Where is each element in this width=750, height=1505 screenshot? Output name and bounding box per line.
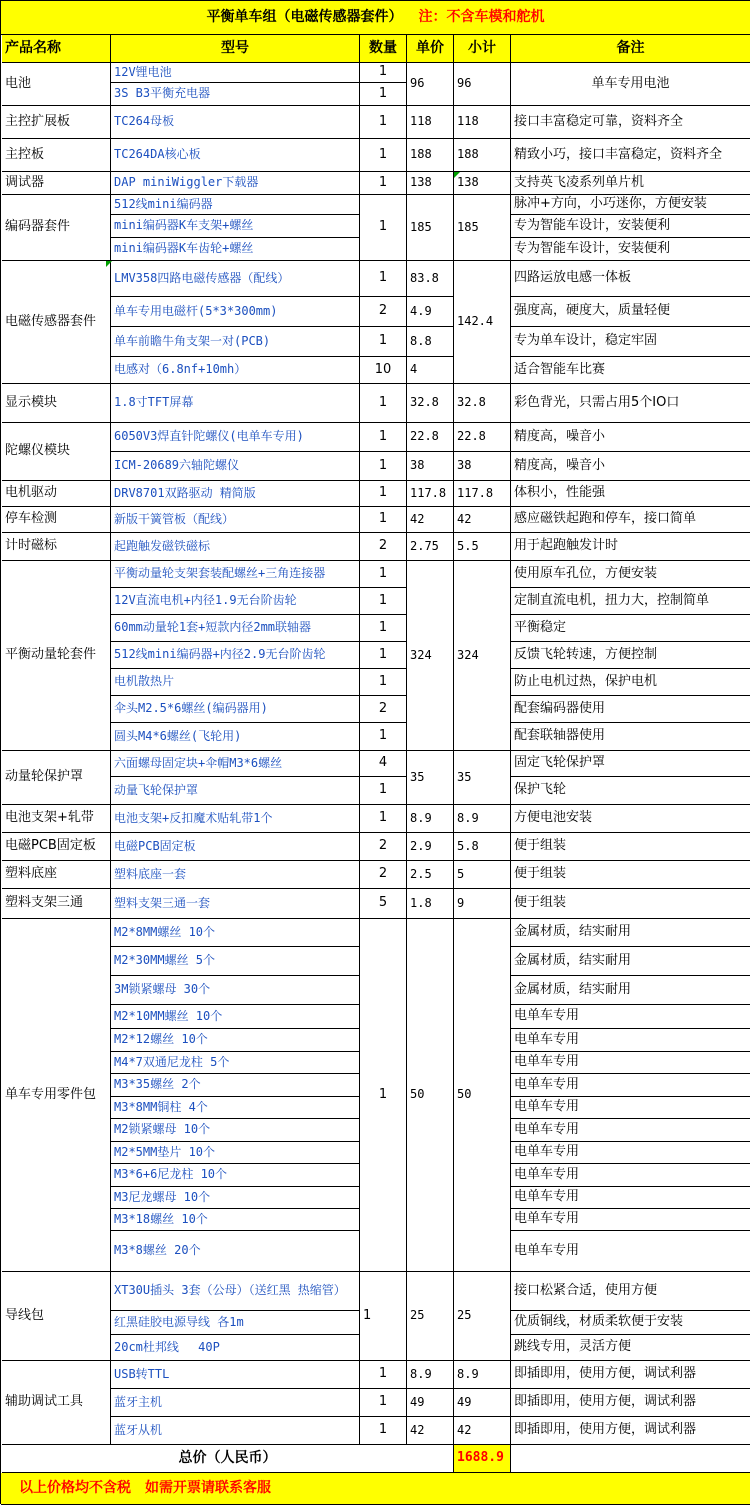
cell-subtotal: 25: [454, 1272, 511, 1361]
cell-qty: 1: [360, 63, 407, 83]
cell-remark: 单车专用电池: [511, 63, 750, 106]
model-link[interactable]: 动量飞轮保护罩: [111, 777, 360, 805]
product-name: 停车检测: [2, 507, 111, 533]
title-bar: [1, 1, 750, 35]
cell-remark: 使用原车孔位，方便安装: [511, 561, 750, 588]
cell-subtotal: 32.8: [454, 384, 511, 423]
cell-qty: 1: [360, 615, 407, 642]
product-name: 显示模块: [2, 384, 111, 423]
product-name: 单车专用零件包: [2, 919, 111, 1272]
cell-remark: 精度高，噪音小: [511, 423, 750, 452]
product-name: 动量轮保护罩: [2, 751, 111, 805]
model-link[interactable]: mini编码器K车齿轮+螺丝: [111, 238, 360, 261]
model-link[interactable]: 蓝牙主机: [111, 1389, 360, 1417]
cell-remark: 即插即用，使用方便，调试利器: [511, 1389, 750, 1417]
product-name: 调试器: [2, 172, 111, 195]
model-link[interactable]: 塑料支架三通一套: [111, 889, 360, 919]
cell-qty: 1: [360, 1272, 407, 1361]
model-link[interactable]: 512线mini编码器+内径2.9无台阶齿轮: [111, 642, 360, 669]
total-remark: [511, 1445, 750, 1473]
cell-price: 22.8: [407, 423, 454, 452]
cell-price: 96: [407, 63, 454, 106]
model-link[interactable]: 12V直流电机+内径1.9无台阶齿轮: [111, 588, 360, 615]
cell-remark: 固定飞轮保护罩: [511, 751, 750, 777]
model-link[interactable]: 起跑触发磁铁磁标: [111, 533, 360, 561]
cell-subtotal: 96: [454, 63, 511, 106]
cell-qty: 1: [360, 805, 407, 833]
cell-qty: 1: [360, 777, 407, 805]
cell-qty: 1: [360, 588, 407, 615]
cell-price: 32.8: [407, 384, 454, 423]
model-link[interactable]: TC264DA核心板: [111, 139, 360, 172]
cell-remark: 电单车专用: [511, 1231, 750, 1272]
cell-remark: 专为智能车设计，安装便利: [511, 215, 750, 238]
cell-price: 42: [407, 1417, 454, 1445]
cell-remark: 适合智能车比赛: [511, 357, 750, 384]
total-value: 1688.9: [454, 1445, 511, 1473]
cell-subtotal: 8.9: [454, 1361, 511, 1389]
cell-remark: 接口丰富稳定可靠，资料齐全: [511, 106, 750, 139]
cell-qty: 1: [360, 327, 407, 357]
model-link[interactable]: 电感对（6.8nf+10mh）: [111, 357, 360, 384]
cell-qty: 1: [360, 172, 407, 195]
model-link[interactable]: M4*7双通尼龙柱 5个: [111, 1052, 360, 1074]
model-link[interactable]: 红黑硅胶电源导线 各1m: [111, 1311, 360, 1335]
product-name: 塑料底座: [2, 861, 111, 889]
product-name: 电池: [2, 63, 111, 106]
cell-remark: 金属材质，结实耐用: [511, 947, 750, 976]
cell-price: 50: [407, 919, 454, 1272]
cell-price: 42: [407, 507, 454, 533]
cell-remark: 电单车专用: [511, 1164, 750, 1187]
cell-remark: 四路运放电感一体板: [511, 261, 750, 297]
cell-subtotal: 5: [454, 861, 511, 889]
model-link[interactable]: 512线mini编码器: [111, 195, 360, 215]
cell-remark: 精度高，噪音小: [511, 452, 750, 481]
cell-remark: 即插即用，使用方便，调试利器: [511, 1361, 750, 1389]
cell-subtotal: 42: [454, 1417, 511, 1445]
model-link[interactable]: 电磁PCB固定板: [111, 833, 360, 861]
cell-remark: 强度高，硬度大，质量轻便: [511, 297, 750, 327]
model-link[interactable]: TC264母板: [111, 106, 360, 139]
product-name: 主控扩展板: [2, 106, 111, 139]
cell-qty: 1: [360, 669, 407, 696]
comment-marker-icon: [454, 172, 460, 178]
column-header-qty: 数量: [360, 35, 407, 63]
model-link[interactable]: 6050V3焊直针陀螺仪(电单车专用): [111, 423, 360, 452]
product-name: 陀螺仪模块: [2, 423, 111, 481]
cell-qty: 1: [360, 83, 407, 106]
cell-remark: 便于组装: [511, 861, 750, 889]
cell-price: 8.9: [407, 1361, 454, 1389]
cell-subtotal: 5.8: [454, 833, 511, 861]
cell-qty: 10: [360, 357, 407, 384]
product-name: 塑料支架三通: [2, 889, 111, 919]
sheet-note: 注：不含车模和舵机: [418, 8, 545, 25]
cell-price: 2.9: [407, 833, 454, 861]
cell-remark: 电单车专用: [511, 1209, 750, 1231]
cell-qty: 2: [360, 533, 407, 561]
cell-remark: 体积小，性能强: [511, 481, 750, 507]
cell-price: 49: [407, 1389, 454, 1417]
cell-qty: 2: [360, 861, 407, 889]
cell-remark: 感应磁铁起跑和停车，接口简单: [511, 507, 750, 533]
cell-remark: 保护飞轮: [511, 777, 750, 805]
product-name: 平衡动量轮套件: [2, 561, 111, 751]
cell-subtotal: 49: [454, 1389, 511, 1417]
model-link[interactable]: M2锁紧螺母 10个: [111, 1119, 360, 1142]
cell-price: 117.8: [407, 481, 454, 507]
cell-remark: 电单车专用: [511, 1029, 750, 1052]
model-link[interactable]: 塑料底座一套: [111, 861, 360, 889]
model-link[interactable]: LMV358四路电磁传感器（配线）: [111, 261, 360, 297]
total-label: 总价（人民币）: [2, 1445, 454, 1473]
model-link[interactable]: 20cm杜邦线 40P: [111, 1335, 360, 1361]
cell-price: 1.8: [407, 889, 454, 919]
cell-qty: 1: [360, 642, 407, 669]
cell-qty: 1: [360, 452, 407, 481]
model-link[interactable]: XT30U插头 3套（公母）（送红黑 热缩管）: [111, 1272, 360, 1311]
cell-qty: 4: [360, 751, 407, 777]
cell-price: 324: [407, 561, 454, 751]
column-header-model: 型号: [111, 35, 360, 63]
cell-remark: 电单车专用: [511, 1119, 750, 1142]
cell-subtotal: 188: [454, 139, 511, 172]
model-link[interactable]: M3*8螺丝 20个: [111, 1231, 360, 1272]
cell-remark: 定制直流电机，扭力大，控制简单: [511, 588, 750, 615]
model-link[interactable]: M3*18螺丝 10个: [111, 1209, 360, 1231]
column-header-subtotal: 小计: [454, 35, 511, 63]
cell-price: 4: [407, 357, 454, 384]
cell-remark: 电单车专用: [511, 1005, 750, 1029]
cell-remark: 反馈飞轮转速，方便控制: [511, 642, 750, 669]
cell-subtotal: 35: [454, 751, 511, 805]
cell-qty: 2: [360, 833, 407, 861]
cell-price: 2.75: [407, 533, 454, 561]
cell-price: 8.8: [407, 327, 454, 357]
product-name: 主控板: [2, 139, 111, 172]
cell-remark: 电单车专用: [511, 1074, 750, 1097]
cell-remark: 金属材质，结实耐用: [511, 919, 750, 947]
column-header-price: 单价: [407, 35, 454, 63]
model-link[interactable]: mini编码器K车支架+螺丝: [111, 215, 360, 238]
cell-remark: 电单车专用: [511, 1097, 750, 1119]
cell-subtotal: 138: [454, 172, 511, 195]
cell-remark: 跳线专用，灵活方便: [511, 1335, 750, 1361]
product-name: 电磁传感器套件: [2, 261, 111, 384]
model-link[interactable]: M3*6+6尼龙柱 10个: [111, 1164, 360, 1187]
cell-subtotal: 5.5: [454, 533, 511, 561]
model-link[interactable]: 单车前瞻牛角支架一对(PCB): [111, 327, 360, 357]
column-header-remark: 备注: [511, 35, 750, 63]
model-link[interactable]: 新版干簧管板（配线）: [111, 507, 360, 533]
cell-price: 4.9: [407, 297, 454, 327]
cell-qty: 2: [360, 297, 407, 327]
cell-remark: 彩色背光，只需占用5个IO口: [511, 384, 750, 423]
cell-subtotal: 38: [454, 452, 511, 481]
model-link[interactable]: M2*30MM螺丝 5个: [111, 947, 360, 976]
cell-price: 25: [407, 1272, 454, 1361]
cell-remark: 平衡稳定: [511, 615, 750, 642]
model-link[interactable]: 六面螺母固定块+伞帽M3*6螺丝: [111, 751, 360, 777]
product-name: 电机驱动: [2, 481, 111, 507]
model-link[interactable]: M3尼龙螺母 10个: [111, 1187, 360, 1209]
cell-remark: 脉冲+方向，小巧迷你，方便安装: [511, 195, 750, 215]
product-name: 电磁PCB固定板: [2, 833, 111, 861]
cell-remark: 电单车专用: [511, 1052, 750, 1074]
cell-price: 185: [407, 195, 454, 261]
model-link[interactable]: DAP miniWiggler下载器: [111, 172, 360, 195]
cell-subtotal: 118: [454, 106, 511, 139]
cell-qty: 1: [360, 507, 407, 533]
cell-remark: 优质铜线，材质柔软便于安装: [511, 1311, 750, 1335]
model-link[interactable]: 电池支架+反扣魔术贴轧带1个: [111, 805, 360, 833]
cell-subtotal: 185: [454, 195, 511, 261]
cell-remark: 支持英飞凌系列单片机: [511, 172, 750, 195]
cell-qty: 1: [360, 139, 407, 172]
cell-qty: 1: [360, 423, 407, 452]
cell-subtotal: 117.8: [454, 481, 511, 507]
model-link[interactable]: 单车专用电磁杆(5*3*300mm): [111, 297, 360, 327]
cell-subtotal: 8.9: [454, 805, 511, 833]
model-link[interactable]: ICM-20689六轴陀螺仪: [111, 452, 360, 481]
model-link[interactable]: M2*5MM垫片 10个: [111, 1142, 360, 1164]
cell-qty: 1: [360, 1417, 407, 1445]
product-name: 电池支架+轧带: [2, 805, 111, 833]
cell-qty: 1: [360, 106, 407, 139]
cell-remark: 专为单车设计，稳定牢固: [511, 327, 750, 357]
model-link[interactable]: 伞头M2.5*6螺丝(编码器用): [111, 696, 360, 723]
sheet-title: 平衡单车组（电磁传感器套件）: [206, 8, 403, 25]
cell-remark: 用于起跑触发计时: [511, 533, 750, 561]
cell-remark: 方便电池安装: [511, 805, 750, 833]
cell-subtotal: 42: [454, 507, 511, 533]
model-link[interactable]: 60mm动量轮1套+短款内径2mm联轴器: [111, 615, 360, 642]
cell-subtotal: 50: [454, 919, 511, 1272]
product-name: 导线包: [2, 1272, 111, 1361]
cell-price: 8.9: [407, 805, 454, 833]
cell-price: 118: [407, 106, 454, 139]
cell-remark: 即插即用，使用方便，调试利器: [511, 1417, 750, 1445]
cell-price: 83.8: [407, 261, 454, 297]
cell-remark: 精致小巧，接口丰富稳定，资料齐全: [511, 139, 750, 172]
model-link[interactable]: 蓝牙从机: [111, 1417, 360, 1445]
cell-qty: 1: [360, 561, 407, 588]
model-link[interactable]: 3M锁紧螺母 30个: [111, 976, 360, 1005]
cell-price: 188: [407, 139, 454, 172]
cell-remark: 配套联轴器使用: [511, 723, 750, 751]
cell-price: 138: [407, 172, 454, 195]
cell-price: 35: [407, 751, 454, 805]
product-name: 编码器套件: [2, 195, 111, 261]
model-link[interactable]: 1.8寸TFT屏幕: [111, 384, 360, 423]
cell-qty: 1: [360, 384, 407, 423]
model-link[interactable]: USB转TTL: [111, 1361, 360, 1389]
cell-remark: 专为智能车设计，安装便利: [511, 238, 750, 261]
comment-marker-icon: [106, 261, 112, 267]
cell-remark: 便于组装: [511, 833, 750, 861]
cell-remark: 防止电机过热，保护电机: [511, 669, 750, 696]
cell-price: 2.5: [407, 861, 454, 889]
cell-remark: 金属材质，结实耐用: [511, 976, 750, 1005]
cell-subtotal: 142.4: [454, 261, 511, 384]
column-header-name: 产品名称: [2, 35, 111, 63]
model-link[interactable]: M3*8MM铜柱 4个: [111, 1097, 360, 1119]
cell-remark: 接口松紧合适，使用方便: [511, 1272, 750, 1311]
cell-price: 38: [407, 452, 454, 481]
cell-qty: 1: [360, 481, 407, 507]
model-link[interactable]: 电机散热片: [111, 669, 360, 696]
cell-subtotal: 9: [454, 889, 511, 919]
model-link[interactable]: M3*35螺丝 2个: [111, 1074, 360, 1097]
model-link[interactable]: M2*8MM螺丝 10个: [111, 919, 360, 947]
cell-remark: 电单车专用: [511, 1142, 750, 1164]
cell-qty: 1: [360, 919, 407, 1272]
cell-remark: 电单车专用: [511, 1187, 750, 1209]
cell-remark: 便于组装: [511, 889, 750, 919]
cell-qty: 1: [360, 723, 407, 751]
model-link[interactable]: DRV8701双路驱动 精简版: [111, 481, 360, 507]
cell-qty: 1: [360, 261, 407, 297]
model-link[interactable]: 3S B3平衡充电器: [111, 83, 360, 106]
cell-subtotal: 324: [454, 561, 511, 751]
model-link[interactable]: 平衡动量轮支架套装配螺丝+三角连接器: [111, 561, 360, 588]
model-link[interactable]: M2*12螺丝 10个: [111, 1029, 360, 1052]
cell-qty: 1: [360, 195, 407, 261]
model-link[interactable]: M2*10MM螺丝 10个: [111, 1005, 360, 1029]
cell-qty: 1: [360, 1361, 407, 1389]
footer-note: 以上价格均不含税 如需开票请联系客服: [1, 1473, 750, 1505]
product-name: 辅助调试工具: [2, 1361, 111, 1445]
model-link[interactable]: 圆头M4*6螺丝(飞轮用): [111, 723, 360, 751]
cell-qty: 1: [360, 1389, 407, 1417]
model-link[interactable]: 12V锂电池: [111, 63, 360, 83]
product-name: 计时磁标: [2, 533, 111, 561]
cell-qty: 5: [360, 889, 407, 919]
cell-subtotal: 22.8: [454, 423, 511, 452]
cell-remark: 配套编码器使用: [511, 696, 750, 723]
cell-qty: 2: [360, 696, 407, 723]
